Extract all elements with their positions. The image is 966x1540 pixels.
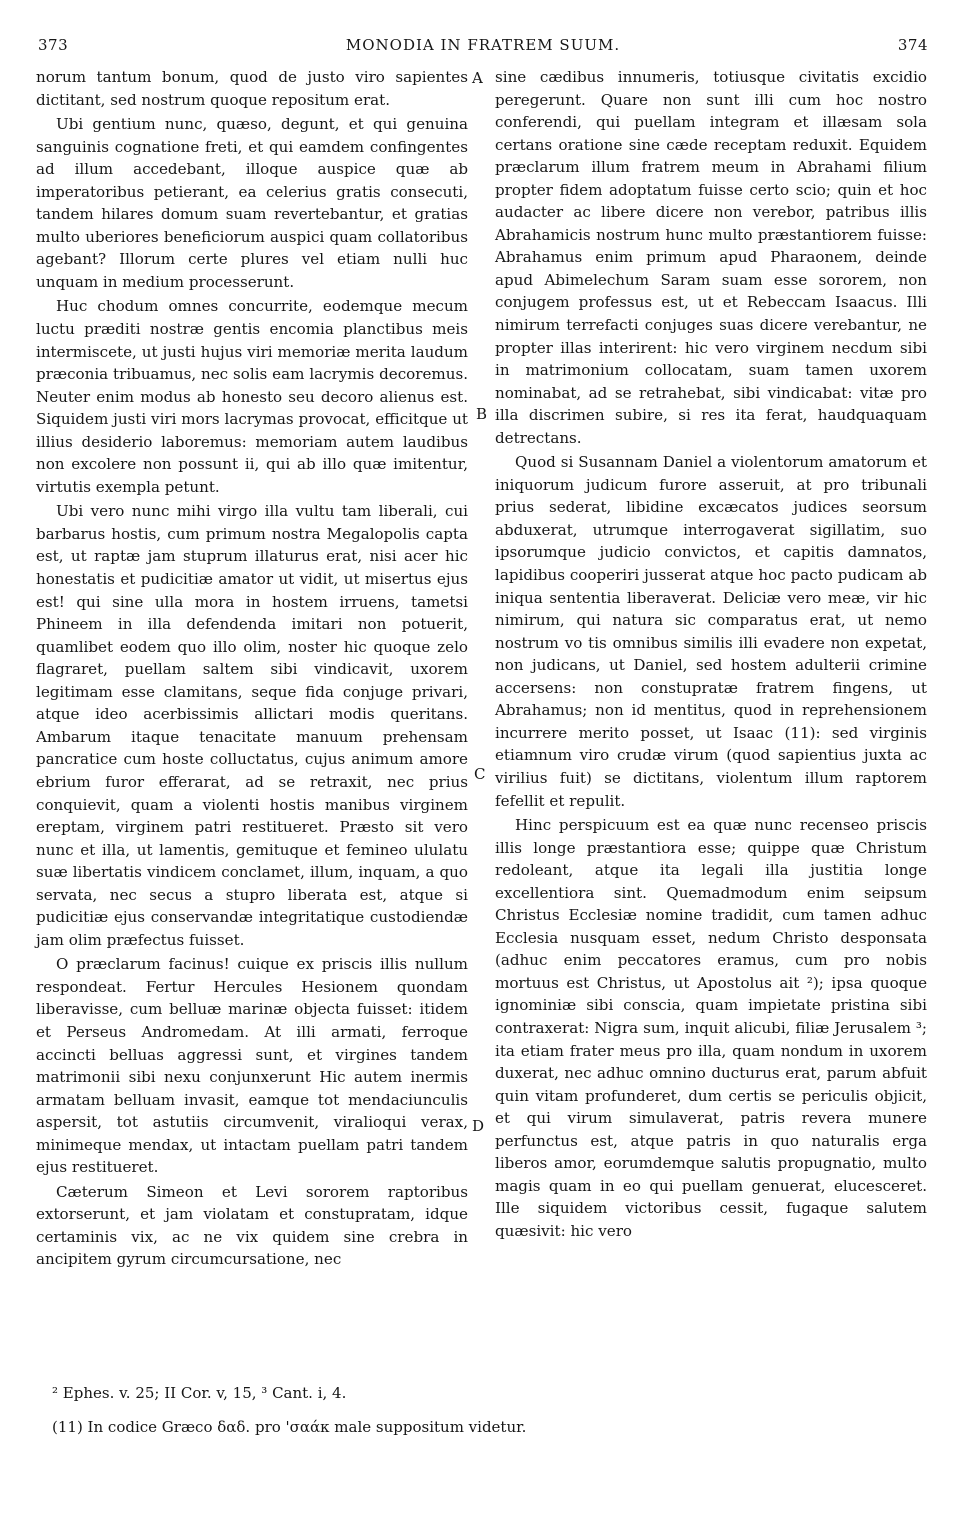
section-marker-a: A [472, 69, 483, 87]
page-header [38, 36, 928, 58]
right-column [495, 66, 927, 1242]
left-column [36, 66, 468, 1271]
paragraph: Hinc perspicuum est ea quæ nunc recenseo priscis illis longe præstantiora esse; quippe quæ Christum redoleant, atque ita legali illa justitia longe excellentiora sint. Quemadmodum enim seipsum Christus Ecclesiæ nomine tradidit, cum tamen adhuc Ecclesia nusquam esset, nedum Christo desponsata (adhuc enim peccatores eramus, cum pro nobis mortuus est Christus, ut Apostolus ait ²); ipsa quoque ignominiæ sibi conscia, quam impietate pristina sibi contraxerat: Nigra sum, inquit alicubi, filiæ Jerusalem ³; ita etiam frater meus pro illa, quam nondum in uxorem duxerat, nec adhuc omnino ducturus erat, parum abfuit quin vitam profunderet, dum certis se periculis objicit, et qui virum simulaverat, patris revera munere perfunctus est, atque patris in quo naturalis erga liberos amor, eorumdemque salutis propugnatio, multo magis quam in eo qui puellam genuerat, elucesceret. Ille siquidem victoribus cessit, fugaque salutem quæsivit: hic vero [495, 816, 927, 1240]
paragraph: Ubi vero nunc mihi virgo illa vultu tam liberali, cui barbarus hostis, cum primum nostra Megalopolis capta est, ut raptæ jam stuprum illaturus erat, nisi acer hic honestatis et pudicitiæ amator ut vidit, ut misertus ejus est! qui sine ulla mora in hostem irruens, tametsi Phineem in illa defendenda imitari non potuerit, quamlibet eodem quo illo olim, noster hic quoque zelo flagraret, puellam saltem sibi vindicavit, uxorem legitimam esse clamitans, seque fida conjuge privari, atque ideo acerbissimis allictari modis queritans. Ambarum itaque tenacitate manuum prehensam pancratice cum hoste colluctatus, cujus animum amore ebrium furor efferarat, ad se retraxit, nec prius conquievit, quam a violenti hostis manibus virginem ereptam, virginem patri restitueret. Præsto sit vero nunc et illa, ut lamentis, gemituque et femineo ululatu suæ libertatis vindicem conclamet, illum, inquam, a quo servata, nec secus a stupro liberata est, atque si pudicitiæ ejus conservandæ integritatique custodiendæ jam olim præfectus fuisset. [36, 502, 468, 949]
paragraph: Huc chodum omnes concurrite, eodemque mecum luctu præditi nostræ gentis encomia planctibus meis intermiscete, ut justi hujus viri memoriæ merita laudum præconia tribuamus, nec solis eam lacrymis decoremus. Neuter enim modus ab honesto seu decoro alienus est. Siquidem justi viri mors lacrymas provocat, efficitque ut illius desiderio laboremus: memoriam autem laudibus non excolere non possunt ii, qui ab illo quæ imitentur, virtutis exempla petunt. [36, 297, 468, 496]
footnote: (11) In codice Græco δαδ. pro 'σαάκ male suppositum videtur. [52, 1418, 527, 1436]
section-marker-b: B [476, 405, 488, 423]
footnote: ² Ephes. v. 25; II Cor. v, 15, ³ Cant. i, 4. [52, 1384, 347, 1402]
page-number-right: 374 [897, 36, 928, 54]
paragraph: sine cædibus innumeris, totiusque civitatis excidio peregerunt. Quare non sunt illi cum hoc nostro conferendi, qui puellam integram et illæsam sola certans oratione sine cæde receptam reduxit. Equidem præclarum illum fratrem meum in Abrahami filium propter fidem adoptatum fuisse certo scio; quin et hoc audacter ac libere dicere non verebor, patribus illis Abrahamicis nostrum hunc multo præstantiorem fuisse: Abrahamus enim primum apud Pharaonem, deinde apud Abimelechum Saram suam esse sororem, non conjugem professus est, ut et Rebeccam Isaacus. Illi nimirum terrefacti conjuges suas dicere verebantur, ne propter illas interirent: hic vero virginem necdum sibi in matrimonium collocatam, suam tamen uxorem nominabat, ad se retrahebat, sibi vindicabat: vitæ pro illa discrimen subire, si res ita ferat, haudquaquam detrectans. [495, 68, 927, 447]
paragraph: O præclarum facinus! cuique ex priscis illis nullum respondeat. Fertur Hercules Hesionem quondam liberavisse, cum belluæ marinæ objecta fuisset: itidem et Perseus Andromedam. At illi armati, ferroque accincti belluas aggressi sunt, et virgines tandem matrimonii sibi nexu conjunxerunt Hic autem inermis armatam belluam invasit, eamque tot mendaciunculis aspersit, tot astutiis circumvenit, viralioqui verax, minimeque mendax, ut intactam puellam patri tandem ejus restitueret. [36, 955, 468, 1177]
paragraph: Ubi gentium nunc, quæso, degunt, et qui genuina sanguinis cognatione freti, et qui eamdem confingentes ad illum accedebant, illoque auspice quæ ab imperatoribus petierant, ea celerius gratis consecuti, tandem hilares domum suam revertebantur, et gratias multo uberiores beneficiorum auspici quam collatoribus agebant? Illorum certe plures vel etiam nulli huc unquam in medium processerunt. [36, 115, 468, 291]
paragraph: norum tantum bonum, quod de justo viro sapientes dictitant, sed nostrum quoque repositum erat. [36, 68, 468, 109]
paragraph: Quod si Susannam Daniel a violentorum amatorum et iniquorum judicum furore asseruit, at pro tribunali prius sederat, libidine excæcatos judices seorsum abduxerat, utrumque interrogaverat sigillatim, suo ipsorumque judicio convictos, et capitis damnatos, lapidibus cooperiri jusserat atque hoc pacto pudicam ab iniqua sententia liberaverat. Deliciæ vero meæ, vir hic nimirum, qui natura sic comparatus erat, ut nemo nostrum vo tis omnibus similis illi evadere non expetat, non judicans, ut Daniel, sed hostem adulterii crimine accersens: non constupratæ fratrem fingens, ut Abrahamus; non id mentitus, quod in reprehensionem incurrere merito posset, ut Isaac (11): sed virginis etiamnum viro crudæ virum (quod sapientius juxta ac virilius fuit) se dictitans, violentum illum raptorem fefellit et repulit. [495, 453, 927, 810]
footnotes [52, 1380, 932, 1440]
paragraph: Cæterum Simeon et Levi sororem raptoribus extorserunt, et jam violatam et constupratam, idque certaminis vix, ac ne vix quidem sine crebra in ancipitem gyrum circumcursatione, nec [36, 1182, 468, 1269]
section-marker-c: C [474, 765, 486, 783]
section-marker-d: D [472, 1117, 485, 1135]
page-number-left: 373 [38, 36, 69, 54]
running-title: MONODIA IN FRATREM SUUM. [345, 36, 621, 54]
